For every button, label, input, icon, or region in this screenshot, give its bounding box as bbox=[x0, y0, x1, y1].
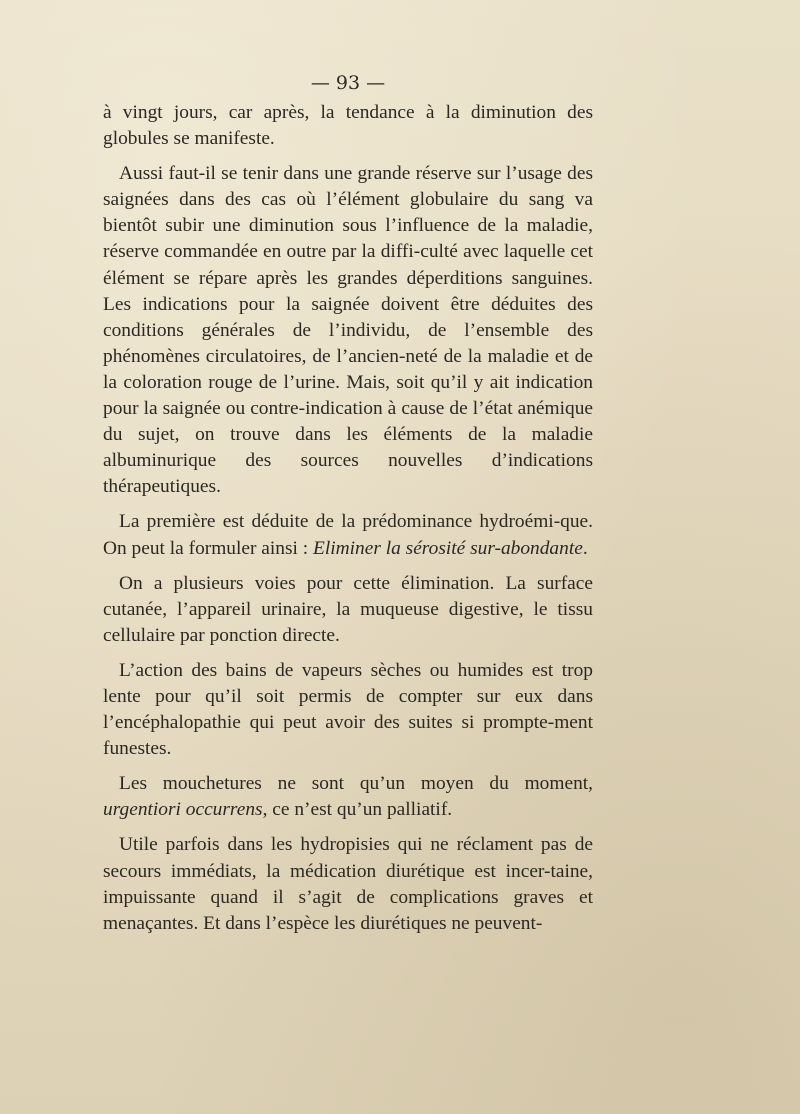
paragraph-7: Utile parfois dans les hydropisies qui ne réclament pas de secours immédiats, la médication diurétique est incer-taine, impuissante quand il s’agit de complications graves et menaçantes. Et dans l’espèce les diurétiques ne peuvent- bbox=[103, 834, 593, 934]
emphasis-eliminer: Eliminer la sérosité sur-abondante bbox=[313, 537, 583, 559]
paragraph-3 bbox=[103, 509, 593, 561]
paragraph-3-text: La première est déduite de la prédominance hydroémi-que. On peut la formuler ainsi : bbox=[103, 511, 593, 559]
paragraph-gap bbox=[103, 823, 593, 832]
paragraph-1: à vingt jours, car après, la tendance à la diminution des globules se manifeste. bbox=[103, 102, 593, 150]
paragraph-2: Aussi faut-il se tenir dans une grande réserve sur l’usage des saignées dans des cas où l’élément globulaire du sang va bientôt subir une diminution sous l’influence de la maladie, réserve commandée en outre par la diffi-culté avec laquelle cet élément se répare après les grandes déperditions sanguines. Les indications pour la saignée doivent être déduites des conditions générales de l’individu, de l’ensemble des phénomènes circulatoires, de l’ancien-neté de la maladie et de la coloration rouge de l’urine. Mais, soit qu’il y ait indication pour la saignée ou contre-indication à cause de l’état anémique du sujet, on trouve dans les éléments de la maladie albuminurique des sources nouvelles d’indications thérapeutiques. bbox=[103, 163, 593, 498]
paragraph-6-end: , ce n’est qu’un palliatif. bbox=[262, 799, 453, 821]
emphasis-urgentiori: urgentiori occurrens bbox=[103, 799, 263, 821]
paragraph-gap bbox=[103, 152, 593, 161]
paragraph-6-text: Les mouchetures ne sont qu’un moyen du moment, bbox=[119, 773, 593, 795]
paragraph-3-end: . bbox=[582, 537, 588, 559]
page-content bbox=[103, 68, 593, 937]
paragraph-6 bbox=[103, 771, 593, 823]
paragraph-5: L’action des bains de vapeurs sèches ou humides est trop lente pour qu’il soit permis de compter sur eux dans l’encéphalopathie qui peut avoir des suites si prompte-ment funestes. bbox=[103, 659, 593, 760]
paragraph-gap bbox=[103, 762, 593, 771]
paragraph-gap bbox=[103, 500, 593, 509]
body-text bbox=[103, 100, 593, 937]
paragraph-gap bbox=[103, 649, 593, 658]
paragraph-gap bbox=[103, 562, 593, 571]
page-number: — 93 — bbox=[310, 72, 386, 94]
paragraph-4: On a plusieurs voies pour cette élimination. La surface cutanée, l’appareil urinaire, la muqueuse digestive, le tissu cellulaire par ponction directe. bbox=[103, 572, 593, 646]
